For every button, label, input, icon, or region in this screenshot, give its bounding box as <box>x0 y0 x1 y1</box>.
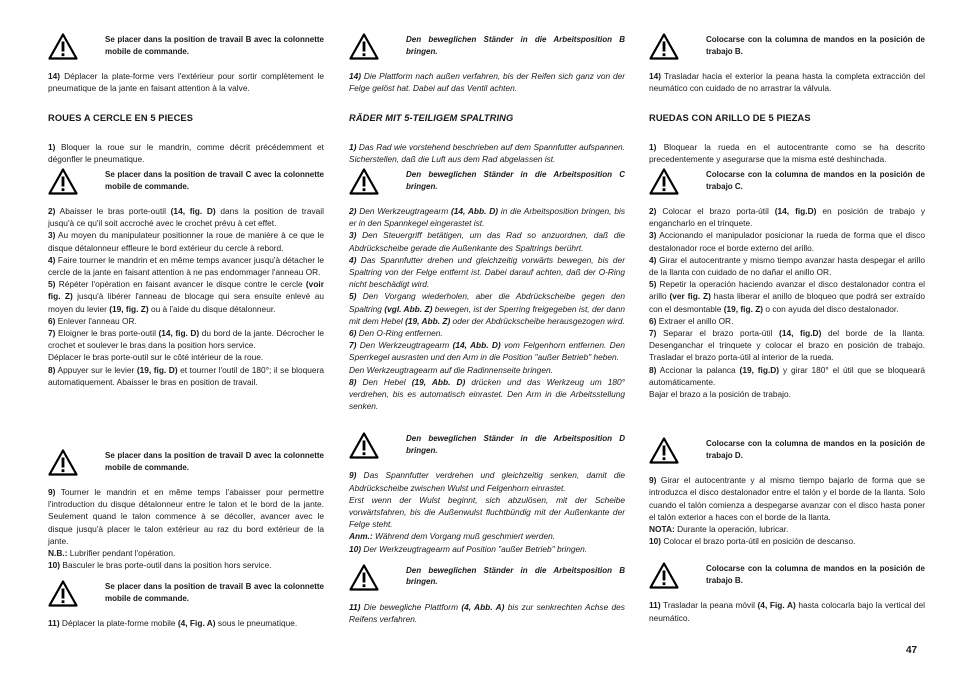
step-10: 10) Der Werkzeugtragearm auf Position "außer Betrieb" bringen. <box>349 543 588 554</box>
step-7-continued: Déplacer le bras porte-outil sur le côté intérieur de la roue. <box>48 352 264 363</box>
note: Anm.: Während dem Vorgang muß geschmiert werden. <box>349 531 556 542</box>
step-2: 2) Den Werkzeugtragearm (14, Abb. D) in die Arbeitsposition bringen, bis er in den Spannkegel eingerastet ist. <box>349 206 625 229</box>
column-german <box>349 30 625 625</box>
warning-text: Colocarse con la columna de mandos en la posición de trabajo B. <box>706 564 925 585</box>
warning-box <box>48 165 324 199</box>
step-14: 14) Trasladar hacia el exterior la peana hasta la completa extracción del neumático con cuidado de no arrastrar la válvula. <box>649 71 925 94</box>
warning-text: Den beweglichen Ständer in die Arbeitsposition D bringen. <box>406 434 625 455</box>
step-11: 11) Déplacer la plate-forme mobile (4, Fig. A) sous le pneumatique. <box>48 618 298 629</box>
warning-triangle-icon <box>349 33 379 60</box>
warning-text: Se placer dans la position de travail B avec la colonnette mobile de commande. <box>105 582 324 603</box>
step-10: 10) Basculer le bras porte-outil dans la position hors service. <box>48 560 272 571</box>
warning-triangle-icon <box>48 168 78 195</box>
warning-triangle-icon <box>649 168 679 195</box>
warning-triangle-icon <box>649 562 679 589</box>
warning-text: Colocarse con la columna de mandos en la posición de trabajo D. <box>706 439 925 460</box>
step-1: 1) Das Rad wie vorstehend beschrieben auf dem Spannfutter aufspannen. Sicherstellen, daß die Luft aus dem Rad abgelassen ist. <box>349 141 625 164</box>
step-4: 4) Das Spannfutter drehen und gleichzeitig vorwärts bewegen, bis der Spaltring von der Felge entfernt ist. Dabei darauf achten, daß der O-Ring nicht beschädigt wird. <box>349 254 625 290</box>
warning-triangle-icon <box>349 564 379 591</box>
step-4: 4) Girar el autocentrante y mismo tiempo avanzar hasta despegar el arillo de la llanta con cuidado de no dañar el anillo OR. <box>649 254 925 278</box>
step-7: 7) Eloigner le bras porte-outil (14, fig. D) du bord de la jante. Décrocher le crochet et soulever le bras dans la position hors service. <box>48 328 324 351</box>
warning-triangle-icon <box>48 33 78 60</box>
page-number: 47 <box>906 645 918 656</box>
warning-triangle-icon <box>349 168 379 195</box>
warning-text: Colocarse con la columna de mandos en la posición de trabajo C. <box>706 170 925 191</box>
warning-triangle-icon <box>649 33 679 60</box>
step-7: 7) Den Werkzeugtragearm (14, Abb. D) vom Felgenhorn entfernen. Den Sperrkegel ausrasten und den Arm in die Position "außer Betrieb" heben. <box>349 340 625 363</box>
step-11: 11) Die bewegliche Plattform (4, Abb. A) bis zur senkrechten Achse des Reifens verfahren. <box>349 601 625 625</box>
step-3: 3) Au moyen du manipulateur positionner la roue de manière à ce que le disque détalonneur effleure le bord extérieur du cercle à rebord. <box>48 230 324 253</box>
warning-box <box>649 30 925 64</box>
warning-text: Den beweglichen Ständer in die Arbeitsposition B bringen. <box>406 35 625 56</box>
warning-text: Den beweglichen Ständer in die Arbeitsposition B bringen. <box>406 565 625 587</box>
step-9: 9) Tourner le mandrin et en même temps l'abaisser pour permettre l'introduction du disque détalonneur entre le talon et le bord de la jante. Seulement quand le talon commence à se décoller, avancer avec le disque jusqu'à placer le talon extérieur au raz du bord extérieur de la jante. <box>48 487 324 546</box>
step-8: 8) Appuyer sur le levier (19, fig. D) et tourner l'outil de 180°; il se bloquera automatiquement. Abaisser le bras en position de travail. <box>48 364 324 387</box>
warning-box <box>48 30 324 64</box>
step-6: 6) Enlever l'anneau OR. <box>48 315 137 326</box>
warning-box <box>349 165 625 199</box>
warning-box <box>649 165 925 199</box>
warning-box <box>649 434 925 468</box>
step-8: 8) Accionar la palanca (19, fig.D) y girar 180° el útil que se bloqueará automáticamente. <box>649 364 925 387</box>
step-9: 9) Girar el autocentrante y al mismo tiempo bajarlo de forma que se introduzca el disco destalonador entre el talón y el borde de la llanta. Solo cuando el talón comienza a despegarse avanzar con el disco hasta poner el talón exterior a haces con el borde de la llanta. <box>649 475 925 522</box>
warning-text: Colocarse con la columna de mandos en la posición de trabajo B. <box>706 35 925 56</box>
warning-box <box>349 561 625 595</box>
warning-text: Se placer dans la position de travail B avec la colonnette mobile de commande. <box>105 35 324 56</box>
section-heading: RUEDAS CON ARILLO DE 5 PIEZAS <box>649 113 811 124</box>
warning-text: Se placer dans la position de travail D avec la colonnette mobile de commande. <box>105 451 324 472</box>
step-11: 11) Trasladar la peana móvil (4, Fig. A) hasta colocarla bajo la vertical del neumático. <box>649 600 925 623</box>
step-2: 2) Abaisser le bras porte-outil (14, fig. D) dans la position de travail jusqu'à ce qu'il soit accroché avec le crochet prévu à cet effet. <box>48 206 324 229</box>
warning-box <box>349 30 625 64</box>
step-7-continued: Den Werkzeugtragearm auf die Radinnenseite bringen. <box>349 364 553 375</box>
step-1: 1) Bloquer la roue sur le mandrin, comme décrit précédemment et dégonfler le pneumatique. <box>48 141 324 164</box>
section-heading: RÄDER MIT 5-TEILIGEM SPALTRING <box>349 113 514 124</box>
step-2: 2) Colocar el brazo porta-útil (14, fig.D) en posición de trabajo y engancharlo en el trinquete. <box>649 206 926 229</box>
step-9: 9) Das Spannfutter verdrehen und gleichzeitig senken, damit die Abdrückscheibe zwischen Wulst und Felgenhorn einrastet. <box>349 470 625 493</box>
step-1: 1) Bloquear la rueda en el autocentrante como se ha descrito precedentemente y asegurarse que la misma esté deshinchada. <box>649 141 925 164</box>
warning-box <box>649 559 925 593</box>
step-9-continued: Erst wenn der Wulst beginnt, sich abzulösen, mit der Scheibe vorwärtsfahren, bis die Außenwulst fluchtbündig mit der Außenkante der Felge steht. <box>349 494 625 530</box>
warning-box <box>48 446 324 480</box>
warning-text: Den beweglichen Ständer in die Arbeitsposition C bringen. <box>406 170 625 191</box>
warning-box <box>349 429 625 463</box>
step-10: 10) Colocar el brazo porta-útil en posición de descanso. <box>649 536 856 547</box>
warning-triangle-icon <box>349 432 379 459</box>
step-8: 8) Den Hebel (19, Abb. D) drücken und das Werkzeug um 180° verdrehen, bis es automatisch einrastet. Den Arm in die Arbeitsstellung senken. <box>349 376 625 412</box>
step-5: 5) Repetir la operación haciendo avanzar el disco destalonador contra el arillo (ver fig. Z) hasta liberar el anillo de bloqueo que podrá ser extraído con el desmontable (19, fig. Z) o con ayuda del disco destalonador. <box>649 279 925 314</box>
step-5: 5) Den Vorgang wiederholen, aber die Abdrückscheibe gegen den Spaltring (vgl. Abb. Z) bewegen, ist der Sperring freigegeben ist, der dann mit dem Hebel (19, Abb. Z) oder der Abdrückscheibe herausgezogen wird. <box>349 291 625 326</box>
column-french <box>48 30 324 630</box>
warning-triangle-icon <box>48 449 78 476</box>
note: N.B.: Lubrifier pendant l'opération. <box>48 548 176 559</box>
step-8-continued: Bajar el brazo a la posición de trabajo. <box>649 389 791 400</box>
warning-box <box>48 577 324 611</box>
step-3: 3) Den Steuergriff betätigen, um das Rad so anzuordnen, daß die Abdrückscheibe gerade die Außenkante des Spaltrings berührt. <box>349 230 625 253</box>
step-4: 4) Faire tourner le mandrin et en même temps avancer jusqu'à détacher le cercle de la jante en faisant attention à ne pas endommager l'anneau OR. <box>48 254 324 278</box>
warning-triangle-icon <box>649 437 679 464</box>
column-spanish <box>649 30 925 624</box>
step-14: 14) Déplacer la plate-forme vers l'extérieur pour sortir complètement le pneumatique de la jante en faisant attention à la valve. <box>48 71 324 94</box>
note: NOTA: Durante la operación, lubricar. <box>649 524 789 535</box>
warning-text: Se placer dans la position de travail C avec la colonnette mobile de commande. <box>105 170 324 191</box>
step-7: 7) Separar el brazo porta-útil (14, fig.D) del borde de la llanta. Desenganchar el trinquete y colocar el brazo en posición de trabajo. Trasladar el brazo porta-útil al interior de la rueda. <box>649 328 926 363</box>
section-heading: ROUES A CERCLE EN 5 PIECES <box>48 113 194 124</box>
step-5: 5) Répéter l'opération en faisant avancer le disque contre le cercle (voir fig. Z) jusqu'à libérer l'anneau de blocage qui sera ensuite enlevé au moyen du levier (19, fig. Z) ou à l'aide du disque détalonneur. <box>48 279 324 314</box>
step-6: 6) Den O-Ring entfernen. <box>349 328 443 339</box>
step-3: 3) Accionando el manipulador posicionar la rueda de forma que el disco destalonador roce el borde externo del arillo. <box>649 230 925 253</box>
step-14: 14) Die Plattform nach außen verfahren, bis der Reifen sich ganz von der Felge gelöst hat. Dabei auf das Ventil achten. <box>349 71 625 94</box>
step-6: 6) Extraer el anillo OR. <box>649 315 734 326</box>
warning-triangle-icon <box>48 580 78 607</box>
